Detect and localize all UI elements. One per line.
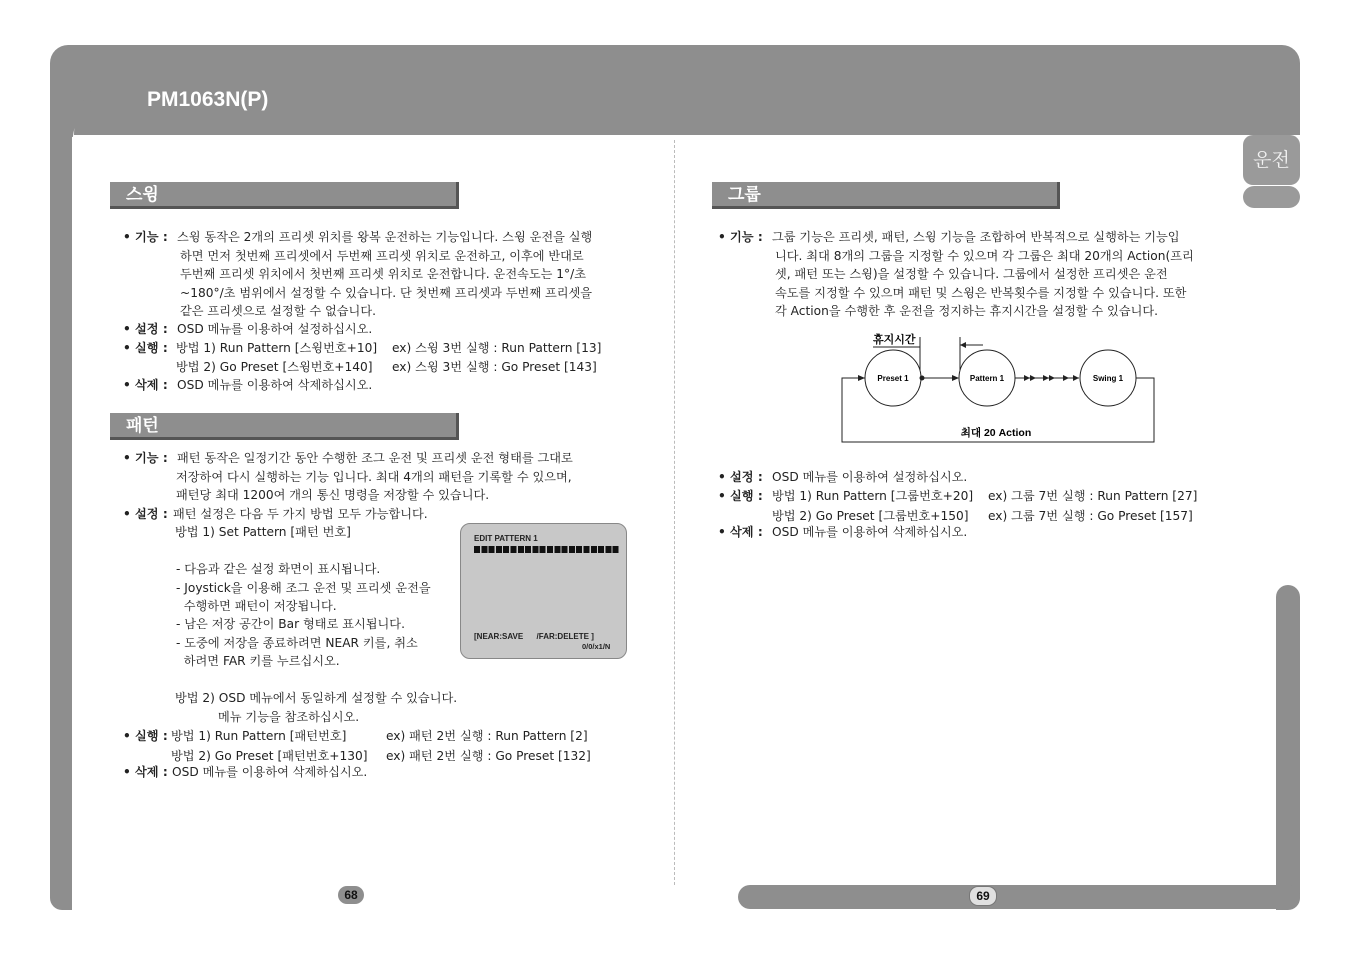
group-run-label: • 실행 : <box>718 489 763 503</box>
swing-run-label: • 실행 : <box>123 341 168 355</box>
section-heading-pattern: 패턴 <box>110 413 459 440</box>
swing-func-line: ~180°/초 범위에서 설정할 수 있습니다. 단 첫번째 프리셋과 두번째 프리셋을 <box>180 286 593 300</box>
swing-run-example-2: ex) 스윙 3번 실행 : Go Preset [143] <box>392 360 597 374</box>
swing-run-example-1: ex) 스윙 3번 실행 : Run Pattern [13] <box>392 341 602 355</box>
swing-func-label: • 기능 : <box>123 230 168 244</box>
pattern-run-example-2: ex) 패턴 2번 실행 : Go Preset [132] <box>386 749 591 763</box>
link-2-arrow <box>1024 375 1030 381</box>
node-preset-label: Preset 1 <box>877 374 909 383</box>
pattern-run-label: • 실행 : <box>123 729 168 743</box>
side-tab-secondary <box>1243 186 1300 208</box>
pattern-note: - 다음과 같은 설정 화면이 표시됩니다. <box>176 562 381 576</box>
osd-memory-bar <box>474 546 620 553</box>
section-heading-swing: 스윙 <box>110 182 459 209</box>
osd-key-hint: [NEAR:SAVE /FAR:DELETE ] <box>474 632 594 641</box>
group-delete-text: OSD 메뉴를 이용하여 삭제하십시오. <box>772 525 968 539</box>
link-1-arrow <box>952 375 959 381</box>
pattern-method-2-sub: 메뉴 기능을 참조하십시오. <box>218 710 360 724</box>
osd-title: EDIT PATTERN 1 <box>474 534 538 543</box>
pattern-note: 수행하면 패턴이 저장됩니다. <box>176 599 337 613</box>
pattern-func-line: 저장하여 다시 실행하는 기능 입니다. 최대 4개의 패턴을 기록할 수 있으며, <box>176 470 572 484</box>
pattern-delete-label: • 삭제 : <box>123 765 168 779</box>
group-action-diagram <box>830 325 1170 450</box>
link-2-arrow <box>1063 375 1069 381</box>
pattern-note: 하려면 FAR 키를 누르십시오. <box>176 654 340 668</box>
swing-func-line: 하면 먼저 첫번째 프리셋에서 두번째 프리셋 위치로 운전하고, 이후에 반대로 <box>180 249 584 263</box>
swing-delete-label: • 삭제 : <box>123 378 168 392</box>
max-action-label: 최대 20 Action <box>960 427 1032 439</box>
pattern-func-label: • 기능 : <box>123 451 168 465</box>
group-func-line: 속도를 지정할 수 있으며 패턴 및 스윙은 반복횟수를 지정할 수 있습니다. 또한 <box>775 286 1187 300</box>
pattern-run-method-1: 방법 1) Run Pattern [패턴번호] <box>171 729 347 743</box>
dwell-time-label: 휴지시간 <box>873 334 916 346</box>
group-setting-label: • 설정 : <box>718 470 763 484</box>
group-delete-label: • 삭제 : <box>718 525 763 539</box>
link-1-dot <box>920 376 925 381</box>
right-frame-rail <box>1276 585 1300 910</box>
group-run-example-2: ex) 그룹 7번 실행 : Go Preset [157] <box>988 509 1193 523</box>
swing-func-line: 스윙 동작은 2개의 프리셋 위치를 왕복 운전하는 기능입니다. 스윙 운전을 실행 <box>177 230 593 244</box>
group-run-method-2: 방법 2) Go Preset [그룹번호+150] <box>772 509 969 523</box>
pattern-note: - 남은 저장 공간이 Bar 형태로 표시됩니다. <box>176 617 405 631</box>
swing-func-line: 같은 프리셋으로 설정할 수 없습니다. <box>180 304 376 318</box>
pattern-method-1: 방법 1) Set Pattern [패턴 번호] <box>175 525 351 539</box>
pattern-func-line: 패턴 동작은 일정기간 동안 수행한 조그 운전 및 프리셋 운전 형태를 그대로 <box>177 451 573 465</box>
link-2-arrow <box>1049 375 1055 381</box>
link-2-arrow <box>1043 375 1049 381</box>
page-divider <box>674 140 675 885</box>
dwell-arrow-head <box>960 342 966 348</box>
page-number-left: 68 <box>338 886 364 904</box>
node-swing-label: Swing 1 <box>1092 374 1124 383</box>
section-heading-group: 그룹 <box>712 182 1060 209</box>
osd-counter: 0/0/x1/N <box>582 642 611 651</box>
side-tab-label: 운전 <box>1253 149 1290 171</box>
page-number-right: 69 <box>969 886 997 906</box>
left-frame-rail <box>50 120 72 910</box>
swing-run-method-2: 방법 2) Go Preset [스윙번호+140] <box>176 360 373 374</box>
pattern-note: - 도중에 저장을 종료하려면 NEAR 키를, 취소 <box>176 636 418 650</box>
pattern-run-method-2: 방법 2) Go Preset [패턴번호+130] <box>171 749 368 763</box>
document-title: PM1063N(P) <box>147 88 269 111</box>
loop-entry-arrow <box>858 375 865 381</box>
group-func-line: 니다. 최대 8개의 그룹을 지정할 수 있으며 각 그룹은 최대 20개의 Action(프리 <box>775 249 1194 263</box>
swing-delete-text: OSD 메뉴를 이용하여 삭제하십시오. <box>177 378 373 392</box>
pattern-setting-text: 패턴 설정은 다음 두 가지 방법 모두 가능합니다. <box>173 507 428 521</box>
group-func-line: 셋, 패턴 또는 스윙)을 설정할 수 있습니다. 그룹에서 설정한 프리셋은 운전 <box>775 267 1168 281</box>
swing-setting-label: • 설정 : <box>123 322 168 336</box>
pattern-setting-label: • 설정 : <box>123 507 168 521</box>
group-func-line: 각 Action을 수행한 후 운전을 정지하는 휴지시간을 설정할 수 있습니다. <box>775 304 1159 318</box>
link-2-arrow <box>1030 375 1036 381</box>
pattern-delete-text: OSD 메뉴를 이용하여 삭제하십시오. <box>172 765 368 779</box>
node-pattern-label: Pattern 1 <box>969 374 1005 383</box>
group-run-example-1: ex) 그룹 7번 실행 : Run Pattern [27] <box>988 489 1198 503</box>
link-2-arrow <box>1073 375 1079 381</box>
pattern-method-2: 방법 2) OSD 메뉴에서 동일하게 설정할 수 있습니다. <box>175 691 458 705</box>
group-setting-text: OSD 메뉴를 이용하여 설정하십시오. <box>772 470 968 484</box>
group-run-method-1: 방법 1) Run Pattern [그룹번호+20] <box>772 489 974 503</box>
swing-setting-text: OSD 메뉴를 이용하여 설정하십시오. <box>177 322 373 336</box>
swing-run-method-1: 방법 1) Run Pattern [스윙번호+10] <box>176 341 378 355</box>
pattern-note: - Joystick을 이용해 조그 운전 및 프리셋 운전을 <box>176 581 431 595</box>
group-func-label: • 기능 : <box>718 230 763 244</box>
bottom-frame-band <box>738 885 1300 909</box>
pattern-func-line: 패턴당 최대 1200여 개의 통신 명령을 저장할 수 있습니다. <box>176 488 490 502</box>
pattern-run-example-1: ex) 패턴 2번 실행 : Run Pattern [2] <box>386 729 588 743</box>
swing-func-line: 두번째 프리셋 위치에서 첫번째 프리셋 위치로 운전합니다. 운전속도는 1°/초 <box>180 267 587 281</box>
group-func-line: 그룹 기능은 프리셋, 패턴, 스윙 기능을 조합하여 반복적으로 실행하는 기능입 <box>772 230 1180 244</box>
